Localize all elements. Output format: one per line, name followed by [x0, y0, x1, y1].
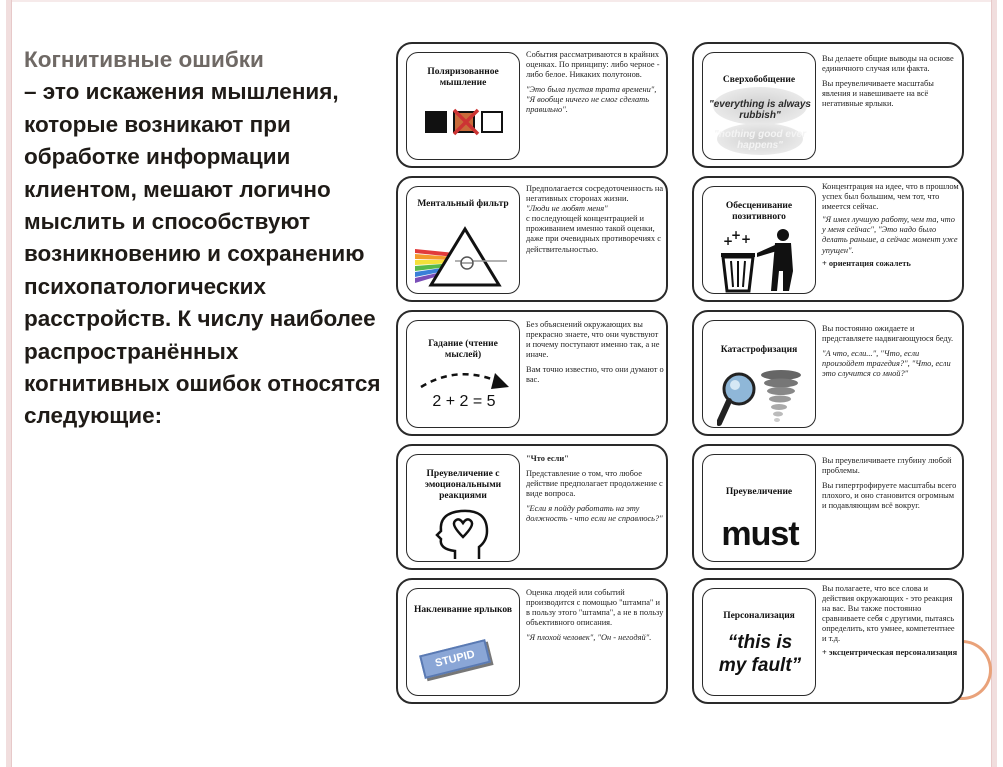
dashed-arrow-icon	[417, 365, 513, 395]
card-label-box	[702, 52, 816, 160]
card-title: Преувеличение	[725, 487, 793, 497]
card-title: Ментальный фильтр	[417, 199, 509, 209]
card-desc-text: Вы постоянно ожидаете и представляете надвигающуюся беду.	[822, 324, 954, 344]
card-desc-text: Вы гипертрофируете масштабы всего плохого, и оно становится огромным и подавляющим всё вокруг.	[822, 481, 957, 511]
card-desc-quote: "Я имел лучшую работу, чем та, что у меня сейчас", "Это надо было делать раньше, а сейчас момент уже упущен".	[822, 215, 958, 255]
card-label-box	[406, 588, 520, 696]
card-description	[526, 50, 664, 121]
card-label-box	[406, 320, 520, 428]
card-discounting-positive	[692, 176, 964, 302]
card-mental-filter	[396, 176, 668, 302]
stamp-label: STUPID	[419, 639, 491, 679]
card-desc-text: Вы полагаете, что все слова и действия окружающих - это реакция на вас. Вы также постоянно сравниваете себя с другими, пытаясь определить, кто умнее, компетентнее и т.д.	[822, 584, 955, 644]
card-description	[526, 588, 664, 648]
card-description	[822, 324, 960, 384]
slide-body-text: – это искажения мышления, которые возникают при обработке информации клиентом, мешают логично мыслить и способствуют возникновению и сохранению психопатологических расстройств. К числу наиболее распространённых когнитивных ошибок относятся следующие:	[24, 79, 381, 429]
card-description	[822, 584, 960, 663]
magnifier-tornado-icon	[717, 369, 805, 427]
svg-text:+: +	[731, 228, 742, 242]
card-label-box	[406, 52, 520, 160]
card-description	[822, 54, 960, 114]
cloud-text-1: "everything is always rubbish"	[708, 99, 811, 121]
card-label-box	[406, 454, 520, 562]
cloud-text-2: "nothing good ever happens"	[714, 129, 806, 151]
card-desc-bold: "Что если"	[526, 454, 569, 463]
slide-frame-top	[12, 0, 991, 2]
card-desc-text: с последующей концентрацией и проживанием именно такой оценки, даже при очевидных противоречиях с действительностью.	[526, 214, 661, 254]
trash-bin-person-icon	[719, 227, 803, 293]
card-desc-text: Вы делаете общие выводы на основе единичного случая или факта.	[822, 54, 954, 74]
card-labeling	[396, 578, 668, 704]
card-desc-text: Вам точно известно, что они думают о вас.	[526, 365, 664, 385]
card-title: Поляризованное мышление	[427, 67, 499, 88]
card-desc-text: Без объяснений окружающих вы прекрасно знаете, что они чувствуют и почему поступают именно так, а не иначе.	[526, 320, 660, 360]
card-desc-text: Концентрация на идее, что в прошлом успех был большим, чем тот, что имеется сейчас.	[822, 182, 959, 212]
card-description	[526, 454, 664, 530]
card-title: Гадание (чтение мыслей)	[428, 339, 498, 360]
card-title: Обесценивание позитивного	[725, 201, 793, 222]
card-title: Наклеивание ярлыков	[414, 605, 512, 615]
card-label-box	[702, 588, 816, 696]
card-overgeneralization	[692, 42, 964, 168]
card-title: Катастрофизация	[720, 345, 798, 355]
card-desc-text: Вы преувеличиваете глубину любой проблемы.	[822, 456, 952, 476]
fault-phrase-line-1: “this is	[727, 632, 793, 653]
card-magnification	[692, 444, 964, 570]
head-heart-icon	[429, 507, 499, 561]
card-label-box	[702, 320, 816, 428]
prism-icon	[415, 223, 515, 289]
must-word: must	[721, 515, 799, 553]
card-desc-text: Вы преувеличиваете масштабы явления и навешиваете на всё негативные ярлыки.	[822, 79, 934, 109]
card-description	[526, 184, 664, 260]
card-desc-bold: + ориентация сожалеть	[822, 258, 911, 268]
card-desc-text: Оценка людей или событий производится с помощью "штампа" и в пользу этого "штампа", а не в пользу объективного описания.	[526, 588, 664, 628]
slide-title: Когнитивные ошибки	[24, 47, 264, 72]
card-polarized-thinking	[396, 42, 668, 168]
card-description	[822, 182, 960, 274]
card-catastrophizing	[692, 310, 964, 436]
slide-frame-left	[6, 0, 12, 767]
card-desc-quote: "Люди не любят меня"	[526, 204, 608, 214]
svg-text:+: +	[723, 234, 734, 248]
svg-text:+: +	[741, 232, 752, 246]
card-desc-quote: "Если я пойду работать на эту должность - что если не справлюсь?"	[526, 504, 663, 524]
card-label-box	[702, 454, 816, 562]
card-desc-bold: + эксцентрическая персонализация	[822, 647, 958, 657]
card-description	[526, 320, 664, 391]
card-mind-reading	[396, 310, 668, 436]
card-title: Сверхобобщение	[722, 75, 796, 85]
slide-frame-right	[991, 0, 997, 767]
card-title: Персонализация	[723, 611, 795, 621]
card-desc-text: Представление о том, что любое действие предполагает продолжение с виде вопроса.	[526, 469, 663, 499]
card-personalization	[692, 578, 964, 704]
card-desc-quote: "А что, если...", "Что, если произойдет трагедия?", "Что, если это случится со мной?"	[822, 349, 951, 379]
fault-phrase	[703, 631, 816, 677]
card-desc-quote: "Это была пустая трата времени", "Я вообще ничего не смог сделать правильно".	[526, 85, 657, 115]
card-label-box	[702, 186, 816, 294]
card-desc-text: Предполагается сосредоточенность на негативных сторонах жизни.	[526, 184, 664, 204]
card-description	[822, 456, 960, 516]
slide-heading	[24, 44, 384, 433]
card-emotional-exaggeration	[396, 444, 668, 570]
fault-phrase-line-2: my fault”	[718, 655, 802, 676]
card-label-box	[406, 186, 520, 294]
equation-text: 2 + 2 = 5	[432, 393, 496, 410]
card-desc-text: События рассматриваются в крайних оценках. По принципу: либо черное - либо белое. Никаких полутонов.	[526, 50, 660, 80]
card-title: Преувеличение с эмоциональными реакциями	[424, 469, 502, 501]
card-desc-quote: "Я плохой человек", "Он - негодяй".	[526, 633, 652, 643]
